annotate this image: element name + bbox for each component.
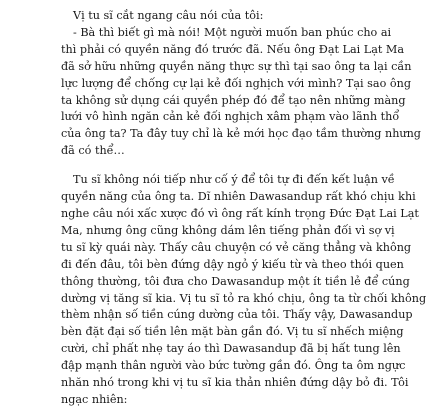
text-line: Ma, nhưng ông cũng không dám lên tiếng phản đối vì sợ vị (61, 223, 395, 237)
text-line: đã có thể… (61, 144, 125, 158)
text-line: bèn đặt đại số tiền lên mặt bàn gần đó. Vị tu sĩ nhếch miệng (61, 325, 404, 339)
text-line: lưới vô hình ngăn cản kẻ đối nghịch xâm phạm vào lãnh thổ (61, 110, 400, 124)
text-line: đập mạnh thân người vào bức tường gần đó. Ông ta ôm ngực (61, 359, 406, 373)
text-line: thì phải có quyền năng đó trước đã. Nếu ông Đạt Lai Lạt Ma (61, 42, 405, 56)
body-text (61, 8, 426, 409)
text-line: - Bà thì biết gì mà nói! Một người muốn ban phúc cho ai (73, 25, 392, 39)
text-line: quyền năng của ông ta. Dĩ nhiên Dawasandup rất khó chịu khi (61, 190, 416, 204)
paragraph-gap (61, 160, 353, 172)
text-line: đã sở hữu những quyền năng thực sự thì tại sao ông ta lại cần (61, 59, 412, 73)
text-line: tu sĩ kỳ quái này. Thấy câu chuyện có vẻ căng thẳng và không (61, 240, 412, 254)
text-line: ta không sử dụng cái quyền phép đó để tạo nên những màng (61, 93, 406, 107)
text-line: thông thường, tôi đưa cho Dawasandup một ít tiền lẻ để cúng (61, 274, 410, 288)
text-line: thèm nhận số tiền cúng dường của tôi. Thấy vậy, Dawasandup (61, 308, 413, 322)
text-line: nhăn nhó trong khi vị tu sĩ kia thản nhiên đứng dậy bỏ đi. Tôi (61, 376, 409, 390)
text-line: dường vị tăng sĩ kia. Vị tu sĩ tỏ ra khó chịu, ông ta từ chối không (61, 291, 426, 305)
text-line: của ông ta? Ta đây tuy chỉ là kẻ mới học đạo tầm thường nhưng (61, 127, 421, 141)
text-line: cười, chỉ phất nhẹ tay áo thì Dawasandup đã bị hất tung lên (61, 342, 401, 356)
text-line: lực lượng để chống cự lại kẻ đối nghịch với mình? Tại sao ông (61, 76, 411, 90)
text-line: ngạc nhiên: (61, 392, 128, 406)
text-line: nghe câu nói xấc xược đó vì ông rất kính trọng Đức Đạt Lai Lạt (61, 206, 419, 220)
text-line: Vị tu sĩ cắt ngang câu nói của tôi: (73, 9, 264, 22)
text-line: đi đến đâu, tôi bèn đứng dậy ngỏ ý kiếu từ và theo thói quen (61, 257, 404, 271)
text-line: Tu sĩ không nói tiếp như cố ý để tôi tự đi đến kết luận về (73, 173, 395, 187)
